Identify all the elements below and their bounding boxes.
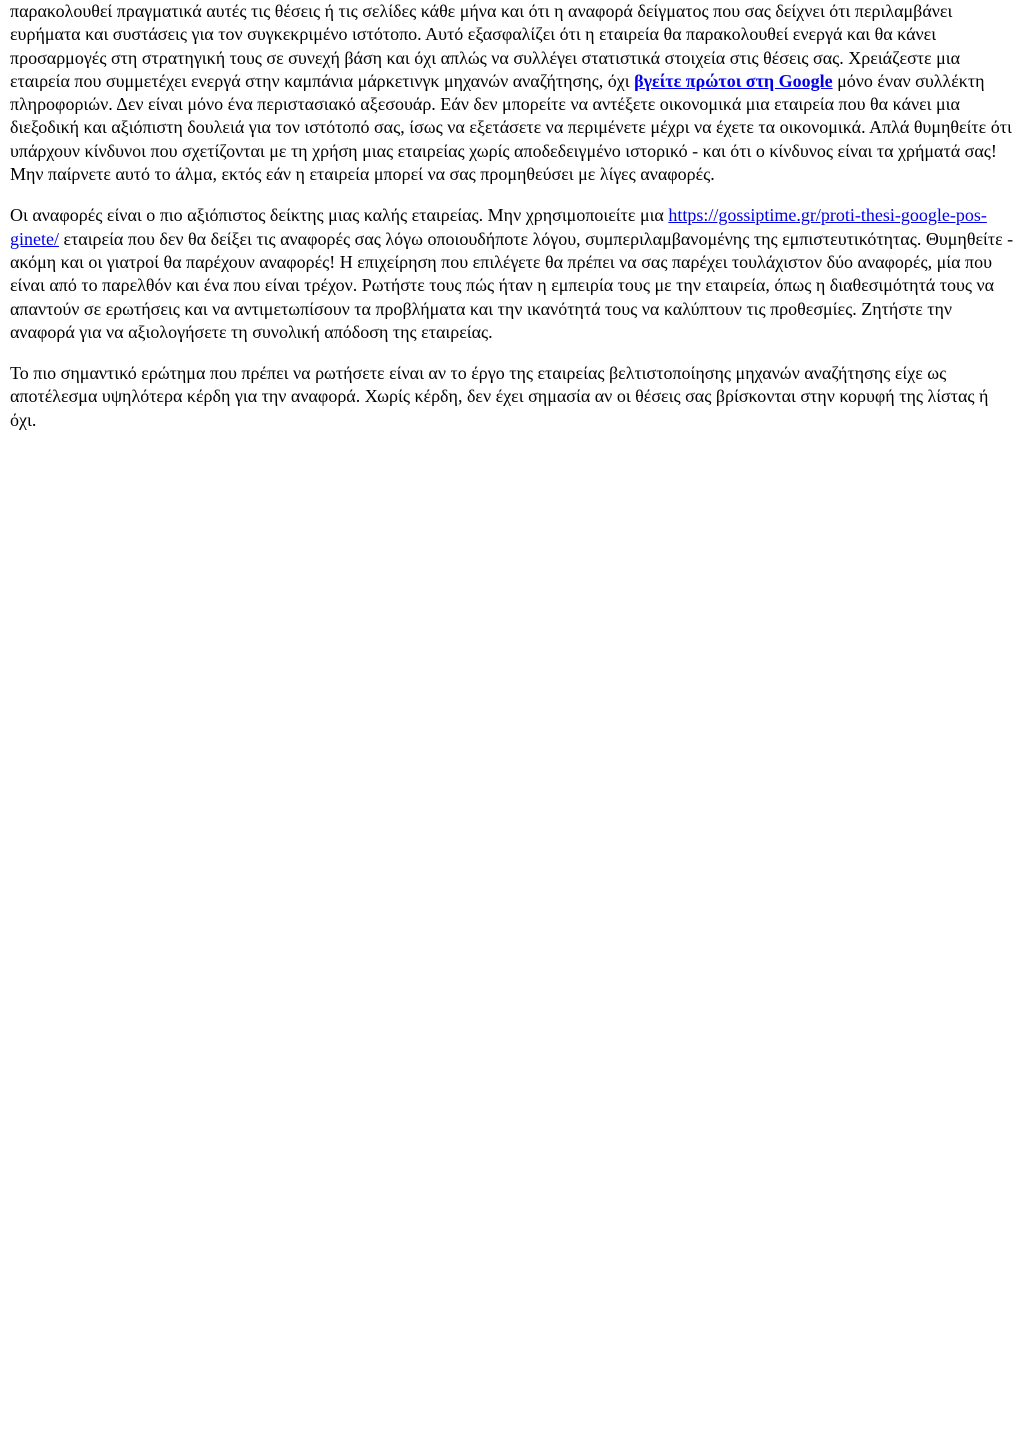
paragraph-2-text-1: Οι αναφορές είναι ο πιο αξιόπιστος δείκτης μιας καλής εταιρείας. Μην χρησιμοποιείτε μια [10, 205, 669, 226]
paragraph-2 [10, 204, 1016, 344]
paragraph-1-text-1: παρακολουθεί πραγματικά αυτές τις θέσεις ή τις σελίδες κάθε μήνα και ότι η αναφορά δείγματος που σας δείχνει ότι περιλαμβάνει ευρήματα και συστάσεις για τον συγκεκριμένο ιστότοπο. Αυτό εξασφαλίζει ότι η εταιρεία θα παρακολουθεί ενεργά και θα κάνει προσαρμογές στη στρατηγική τους σε συνεχή βάση και όχι απλώς να συλλέγει στατιστικά στοιχεία στις θέσεις σας. Χρειάζεστε μια εταιρεία που συμμετέχει ενεργά στην καμπάνια μάρκετινγκ μηχανών αναζήτησης, όχι [10, 1, 961, 91]
paragraph-1-text-2: μόνο έναν συλλέκτη πληροφοριών. Δεν είναι μόνο ένα περιστασιακό αξεσουάρ. Εάν δεν μπορείτε να αντέξετε οικονομικά μια εταιρεία που θα κάνει μια διεξοδική και αξιόπιστη δουλειά για τον ιστότοπό σας, ίσως να εξετάσετε να περιμένετε μέχρι να έχετε τα οικονομικά. Απλά θυμηθείτε ότι υπάρχουν κίνδυνοι που σχετίζονται με τη χρήση μιας εταιρείας χωρίς αποδεδειγμένο ιστορικό - και ότι ο κίνδυνος είναι τα χρήματά σας! Μην παίρνετε αυτό το άλμα, εκτός εάν η εταιρεία μπορεί να σας προμηθεύσει με λίγες αναφορές. [10, 70, 1012, 185]
link-gossiptime-url[interactable]: https://gossiptime.gr/proti-thesi-google-pos-ginete/ [10, 205, 987, 249]
paragraph-2-text-2: εταιρεία που δεν θα δείξει τις αναφορές σας λόγω οποιουδήποτε λόγου, συμπεριλαμβανομένης της εμπιστευτικότητας. Θυμηθείτε - ακόμη και οι γιατροί θα παρέχουν αναφορές! Η επιχείρηση που επιλέγετε θα πρέπει να σας παρέχει τουλάχιστον δύο αναφορές, μία που είναι από το παρελθόν και ένα που είναι τρέχον. Ρωτήστε τους πώς ήταν η εμπειρία τους με την εταιρεία, όπως η διαθεσιμότητά τους να απαντούν σε ερωτήσεις και να αντιμετωπίσουν τα προβλήματα και την ικανότητά τους να καλύπτουν τις προθεσμίες. Ζητήστε την αναφορά για να αξιολογήσετε τη συνολική απόδοση της εταιρείας. [10, 228, 1014, 342]
paragraph-3-text-1: Το πιο σημαντικό ερώτημα που πρέπει να ρωτήσετε είναι αν το έργο της εταιρείας βελτιστοποίησης μηχανών αναζήτησης είχε ως αποτέλεσμα υψηλότερα κέρδη για την αναφορά. Χωρίς κέρδη, δεν έχει σημασία αν οι θέσεις σας βρίσκονται στην κορυφή της λίστας ή όχι. [10, 363, 989, 430]
paragraph-3 [10, 362, 1016, 432]
paragraph-1 [10, 0, 1016, 186]
link-google-first[interactable]: βγείτε πρώτοι στη Google [634, 70, 833, 91]
document-page [10, 0, 1016, 450]
